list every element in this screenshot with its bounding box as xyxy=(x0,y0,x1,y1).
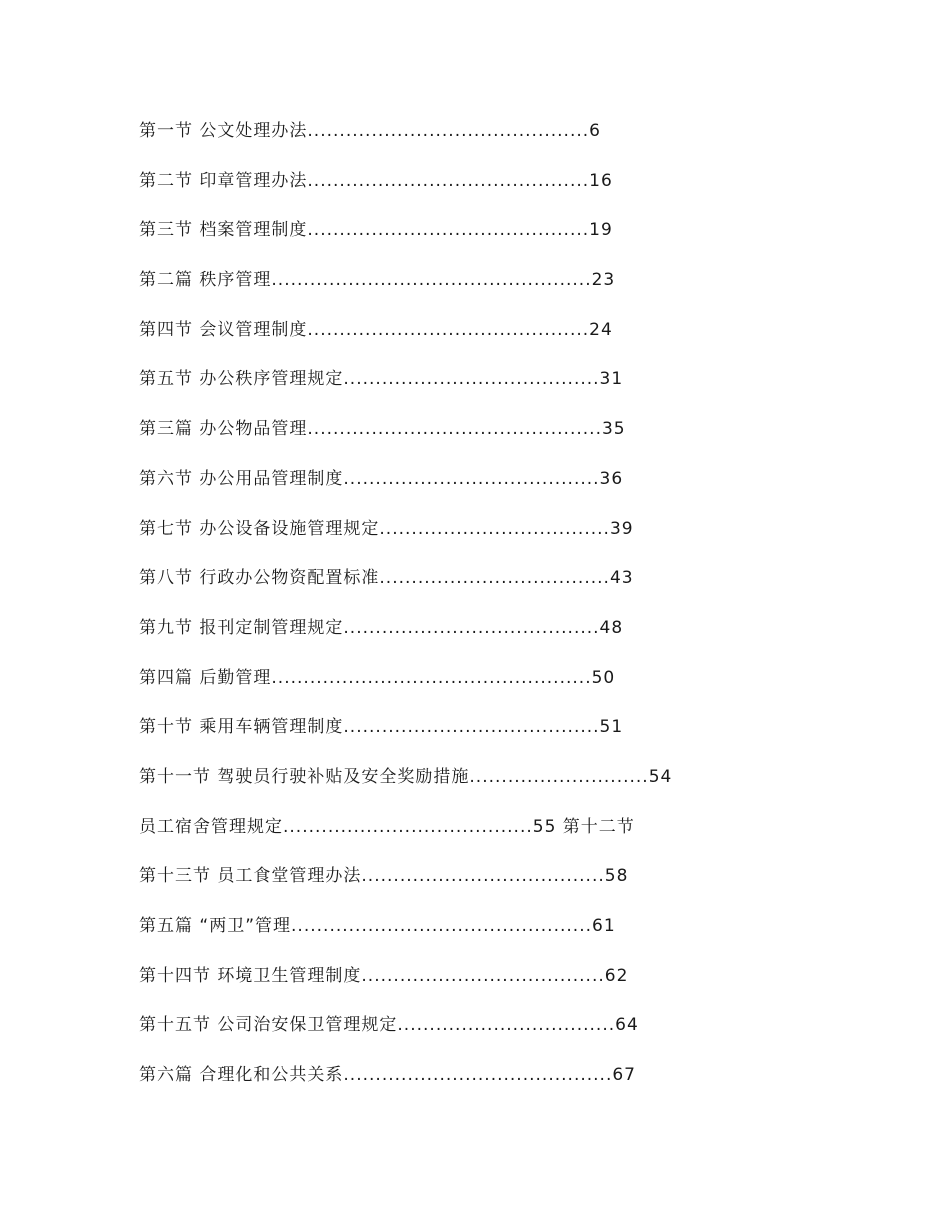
toc-entry[interactable]: 第一节 公文处理办法............................................6 xyxy=(139,121,601,141)
toc-entry[interactable]: 第五节 办公秩序管理规定........................................31 xyxy=(139,369,624,390)
toc-entry[interactable]: 第二篇 秩序管理..................................................23 xyxy=(139,270,616,291)
toc-entry[interactable]: 第十节 乘用车辆管理制度........................................51 xyxy=(139,717,624,738)
toc-entry[interactable]: 第十一节 驾驶员行驶补贴及安全奖励措施............................54 xyxy=(139,766,673,787)
toc-entry[interactable]: 第六节 办公用品管理制度........................................36 xyxy=(139,468,624,489)
toc-entry[interactable]: 第六篇 合理化和公共关系..........................................67 xyxy=(139,1065,636,1086)
toc-entry[interactable]: 第十三节 员工食堂管理办法......................................58 xyxy=(139,866,629,887)
table-of-contents xyxy=(139,119,839,1113)
toc-entry[interactable]: 第五篇 “两卫”管理...............................................61 xyxy=(139,916,616,936)
toc-entry[interactable]: 第三节 档案管理制度............................................19 xyxy=(139,220,613,241)
toc-entry[interactable]: 第四节 会议管理制度............................................24 xyxy=(139,319,613,340)
toc-entry[interactable]: 第十四节 环境卫生管理制度......................................62 xyxy=(139,965,629,986)
toc-entry[interactable]: 第九节 报刊定制管理规定........................................48 xyxy=(139,617,624,638)
toc-entry[interactable]: 第三篇 办公物品管理..............................................35 xyxy=(139,419,626,440)
toc-entry[interactable]: 第十五节 公司治安保卫管理规定..................................64 xyxy=(139,1015,639,1036)
toc-entry[interactable]: 第七节 办公设备设施管理规定....................................39 xyxy=(139,518,634,539)
toc-entry[interactable]: 第二节 印章管理办法............................................16 xyxy=(139,170,613,191)
toc-entry[interactable]: 员工宿舍管理规定.......................................55 第十二节 xyxy=(139,816,635,837)
toc-entry[interactable]: 第四篇 后勤管理..................................................50 xyxy=(139,667,616,688)
toc-entry[interactable]: 第八节 行政办公物资配置标准....................................43 xyxy=(139,568,634,589)
